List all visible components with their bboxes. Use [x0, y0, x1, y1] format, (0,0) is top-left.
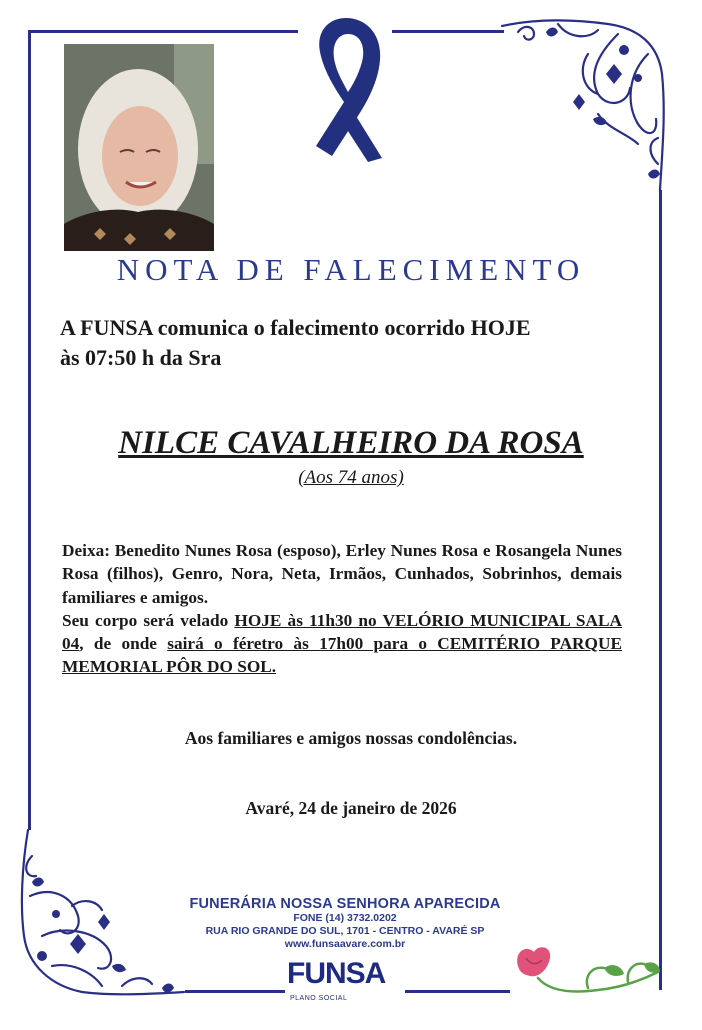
frame-bottom-left	[185, 990, 285, 993]
tulip-flower-icon	[508, 938, 668, 998]
company-phone: FONE (14) 3732.0202	[293, 912, 397, 924]
logo-subtitle: PLANO SOCIAL	[290, 995, 348, 1002]
company-info	[170, 896, 520, 951]
intro-line-2: às 07:50 h da Sra	[60, 345, 222, 370]
company-name: FUNERÁRIA NOSSA SENHORA APARECIDA	[189, 896, 501, 912]
mourning-ribbon-icon	[298, 10, 398, 166]
page-title: NOTA DE FALECIMENTO	[116, 252, 586, 287]
floral-corner-ornament-bottom-left	[12, 826, 188, 1004]
frame-right	[659, 190, 662, 990]
deceased-name: NILCE CAVALHEIRO DA ROSA	[118, 425, 584, 461]
frame-top-right	[392, 30, 504, 33]
company-website[interactable]: www.funsaavare.com.br	[284, 938, 406, 950]
wake-prefix: Seu corpo será velado	[62, 610, 235, 630]
deceased-photo	[64, 44, 214, 251]
date-line: Avaré, 24 de janeiro de 2026	[245, 798, 457, 818]
logo-brand: FUNSA	[287, 957, 386, 990]
condolences-message: Aos familiares e amigos nossas condolências.	[184, 728, 518, 748]
intro-line-1: A FUNSA comunica o falecimento ocorrido HOJE	[60, 315, 531, 340]
family-paragraph: Deixa: Benedito Nunes Rosa (esposo), Erley Nunes Rosa e Rosangela Nunes Rosa (filhos), Genro, Nora, Neta, Irmãos, Cunhados, Sobrinhos, demais familiares e amigos.	[62, 541, 622, 607]
frame-bottom-right	[405, 990, 510, 993]
wake-middle: , de onde	[79, 634, 168, 654]
wake-paragraph	[62, 609, 622, 679]
announcement-body	[62, 539, 622, 679]
funeral-departure: sairá o féretro às 17h00 para o CEMITÉRIO PARQUE MEMORIAL PÔR DO SOL.	[62, 634, 622, 677]
frame-top-left	[28, 30, 298, 33]
funsa-logo	[287, 955, 403, 1007]
company-address: RUA RIO GRANDE DO SUL, 1701 - CENTRO - AVARÉ SP	[205, 925, 485, 937]
announcement-intro	[60, 313, 620, 373]
wake-location: HOJE às 11h30 no VELÓRIO MUNICIPAL SALA 04	[62, 610, 622, 654]
floral-corner-ornament-top-right	[498, 14, 674, 194]
deceased-age: (Aos 74 anos)	[298, 467, 404, 488]
